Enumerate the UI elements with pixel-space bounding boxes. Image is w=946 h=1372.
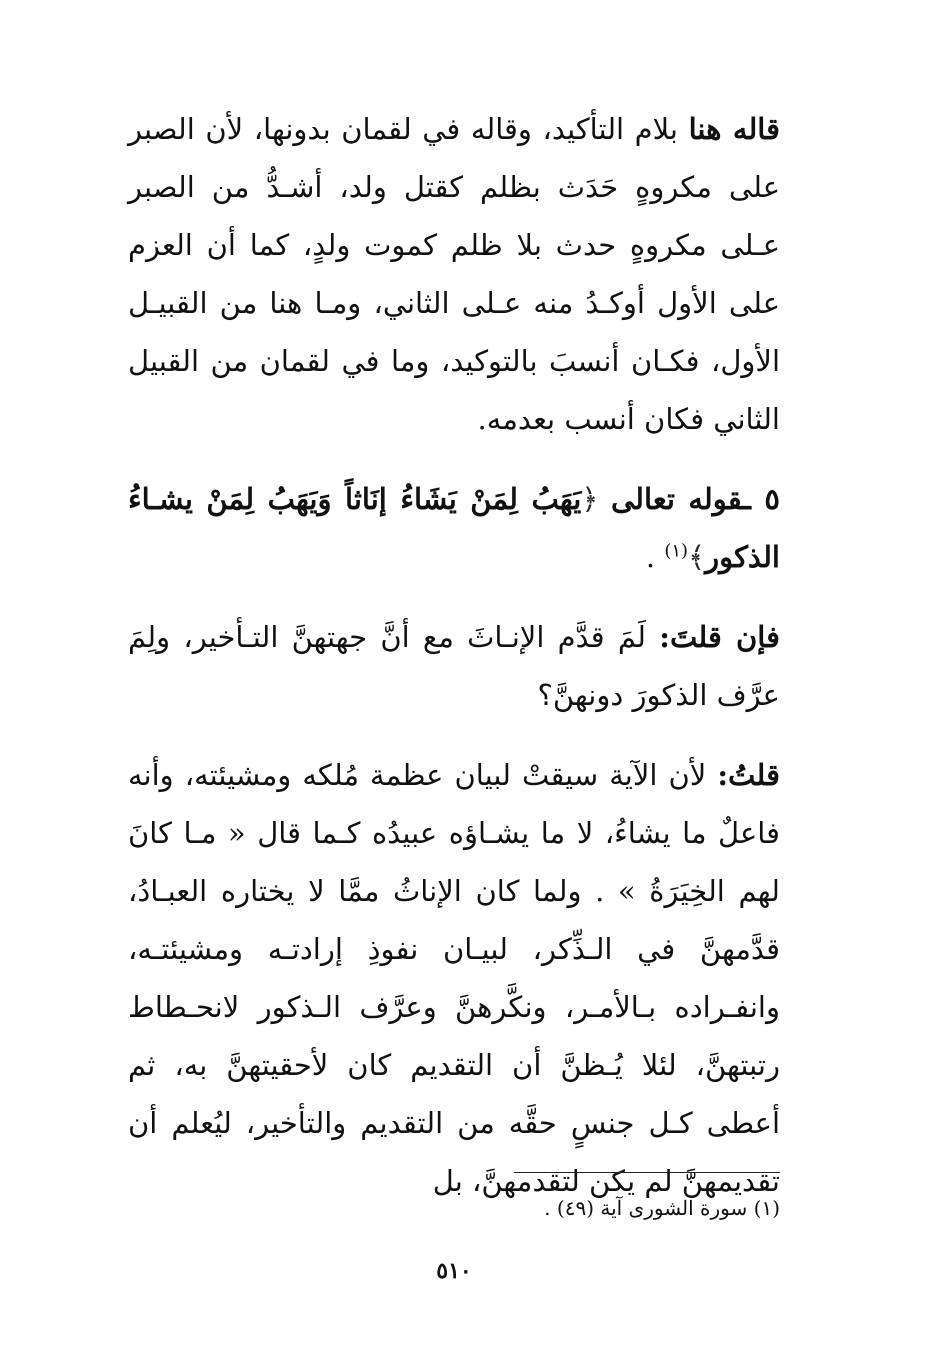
quran-bracket-open: ﴿ [581,482,599,516]
paragraph-body: بلام التأكيد، وقاله في لقمان بدونها، لأن الصبر على مكروهٍ حَدَث بظلم كقتل ولد، أشـدُّ من الصبر عـلى مكروهٍ حدث بلا ظلم كموت ولدٍ، كما أن العزم على الأول أوكـدُ منه عـلى الثاني، ومـا هنا من القبيـل الأول، فكـان أنسبَ بالتوكيد، وما في لقمان من القبيل الثاني فكان أنسب بعدمه. [128,112,780,436]
paragraph-question [128,608,780,724]
answer-body: لأن الآية سيقتْ لبيان عظمة مُلكه ومشيئته، وأنه فاعلٌ ما يشاءُ، لا ما يشـاؤه عبيدُه كـما قال « مـا كانَ لهم الخِيَرَةُ » . ولما كان الإناثُ ممَّا لا يختاره العبـادُ، قدَّمهنَّ في الـذِّكر، لبيـان نفوذِ إرادتـه ومشيئتـه، وانفـراده بـالأمـر، ونكَّرهنَّ وعرَّف الـذكور لانحـطاط رتبتهنَّ، لئلا يُـظنَّ أن التقديم كان لأحقيتهنَّ به، ثم أعطى كـل جنسٍ حقَّه من التقديم والتأخير، ليُعلم أن تقديمهنَّ لم يكن لتقدمهنَّ، بل [128,758,780,1198]
verse-intro: قوله تعالى [610,482,743,516]
footnote: (١) سورة الشورى آية (٤٩) . [544,1196,780,1220]
book-page [128,100,780,1350]
quran-verse: يَهَبُ لِمَنْ يَشَاءُ إنَاثاً وَيَهَبُ لِمَنْ يشـاءُ الذكور [128,482,780,574]
question-body: لَمَ قدَّم الإنـاثَ مع أنَّ جهتهنَّ التـأخير، ولِمَ عرَّف الذكورَ دونهنَّ؟ [128,620,780,712]
lead-phrase: قاله هنا [688,112,780,146]
verse-tail: . [645,540,665,574]
answer-lead: قلتُ: [717,758,780,792]
item-number: ٥ ـ [742,482,780,516]
question-lead: فإن قلتَ: [659,620,780,654]
paragraph-answer [128,746,780,1210]
quran-bracket-close: ﴾ [688,540,706,574]
paragraph-verse-heading [128,470,780,586]
page-number: ٥١٠ [436,1258,472,1284]
footnote-reference: (١) [664,540,689,562]
footnote-divider [514,1172,780,1173]
paragraph-sabr-explanation [128,100,780,448]
